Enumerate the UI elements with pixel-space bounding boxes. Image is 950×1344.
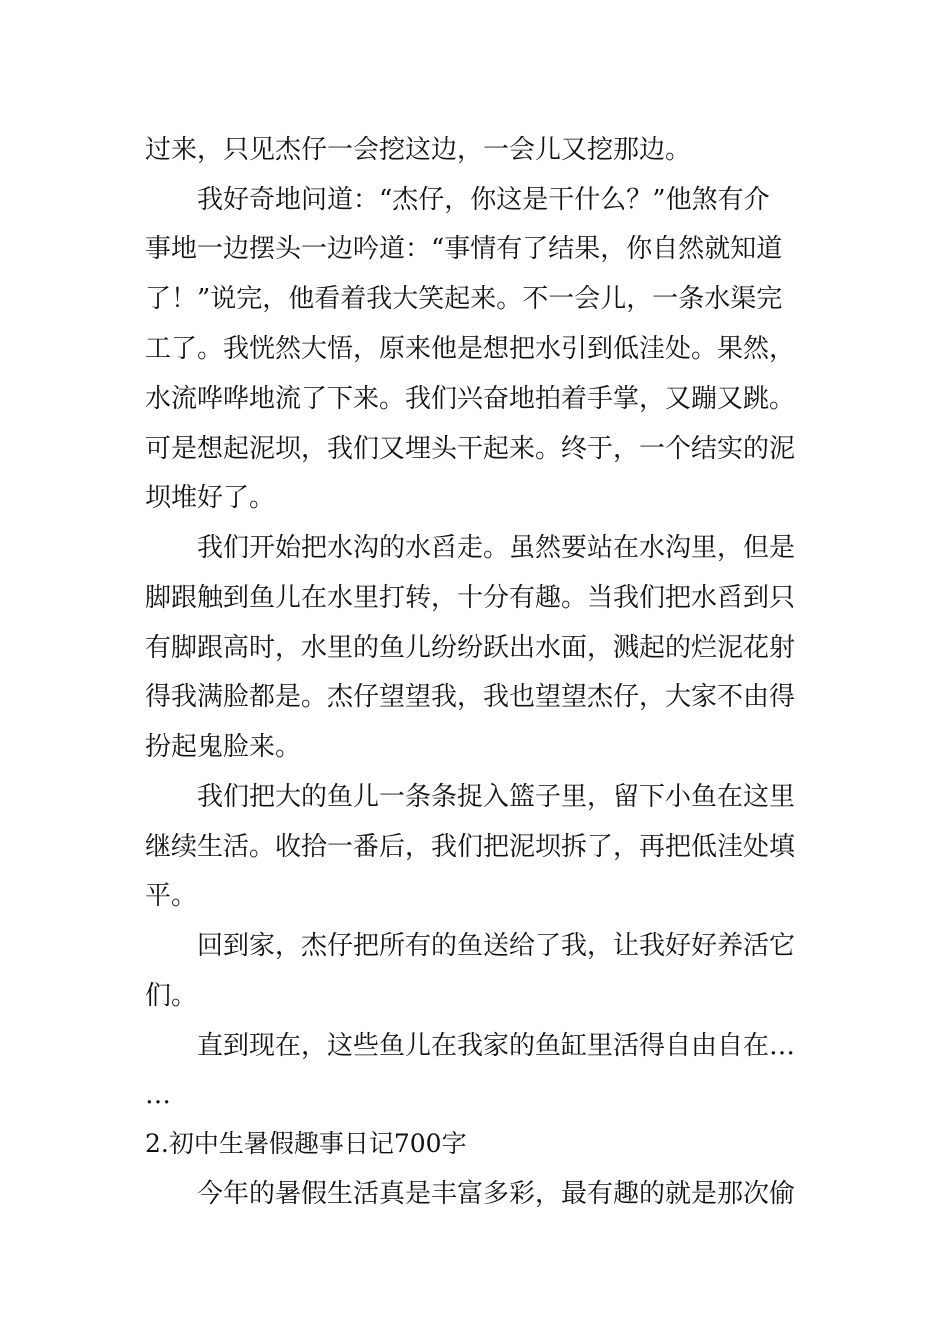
text-line: 工了。我恍然大悟，原来他是想把水引到低洼处。果然， (145, 334, 796, 364)
text-line: 坝堆好了。 (145, 483, 276, 513)
section-heading: 2.初中生暑假趣事日记700字 (145, 1129, 467, 1158)
text-line: 过来，只见杰仔一会挖这边，一会儿又挖那边。 (145, 135, 692, 165)
text-line: 了！”说完，他看着我大笑起来。不一会儿，一条水渠完 (145, 284, 783, 314)
paragraph-start-line: 直到现在，这些鱼儿在我家的鱼缸里活得自由自在… (197, 1031, 796, 1061)
text-line: 们。 (145, 981, 198, 1011)
text-line: 可是想起泥坝，我们又埋头干起来。终于，一个结实的泥 (145, 434, 796, 464)
paragraph-start-line: 回到家，杰仔把所有的鱼送给了我，让我好好养活它 (197, 931, 796, 961)
paragraph-start-line: 我们开始把水沟的水舀走。虽然要站在水沟里，但是 (197, 533, 796, 563)
text-line: 事地一边摆头一边吟道：“事情有了结果，你自然就知道 (145, 234, 783, 264)
text-line: 有脚跟高时，水里的鱼儿纷纷跃出水面，溅起的烂泥花射 (145, 633, 796, 663)
paragraph-start-line: 我好奇地问道：“杰仔，你这是干什么？”他煞有介 (197, 185, 770, 215)
text-line: 平。 (145, 881, 198, 911)
text-line: … (145, 1080, 171, 1110)
text-line: 得我满脸都是。杰仔望望我，我也望望杰仔，大家不由得 (145, 682, 796, 712)
paragraph-start-line: 今年的暑假生活真是丰富多彩，最有趣的就是那次偷 (197, 1179, 796, 1209)
text-line: 脚跟触到鱼儿在水里打转，十分有趣。当我们把水舀到只 (145, 583, 796, 613)
paragraph-start-line: 我们把大的鱼儿一条条捉入篮子里，留下小鱼在这里 (197, 782, 796, 812)
text-line: 继续生活。收拾一番后，我们把泥坝拆了，再把低洼处填 (145, 832, 796, 862)
text-line: 扮起鬼脸来。 (145, 732, 302, 762)
text-line: 水流哗哗地流了下来。我们兴奋地拍着手掌，又蹦又跳。 (145, 384, 796, 414)
